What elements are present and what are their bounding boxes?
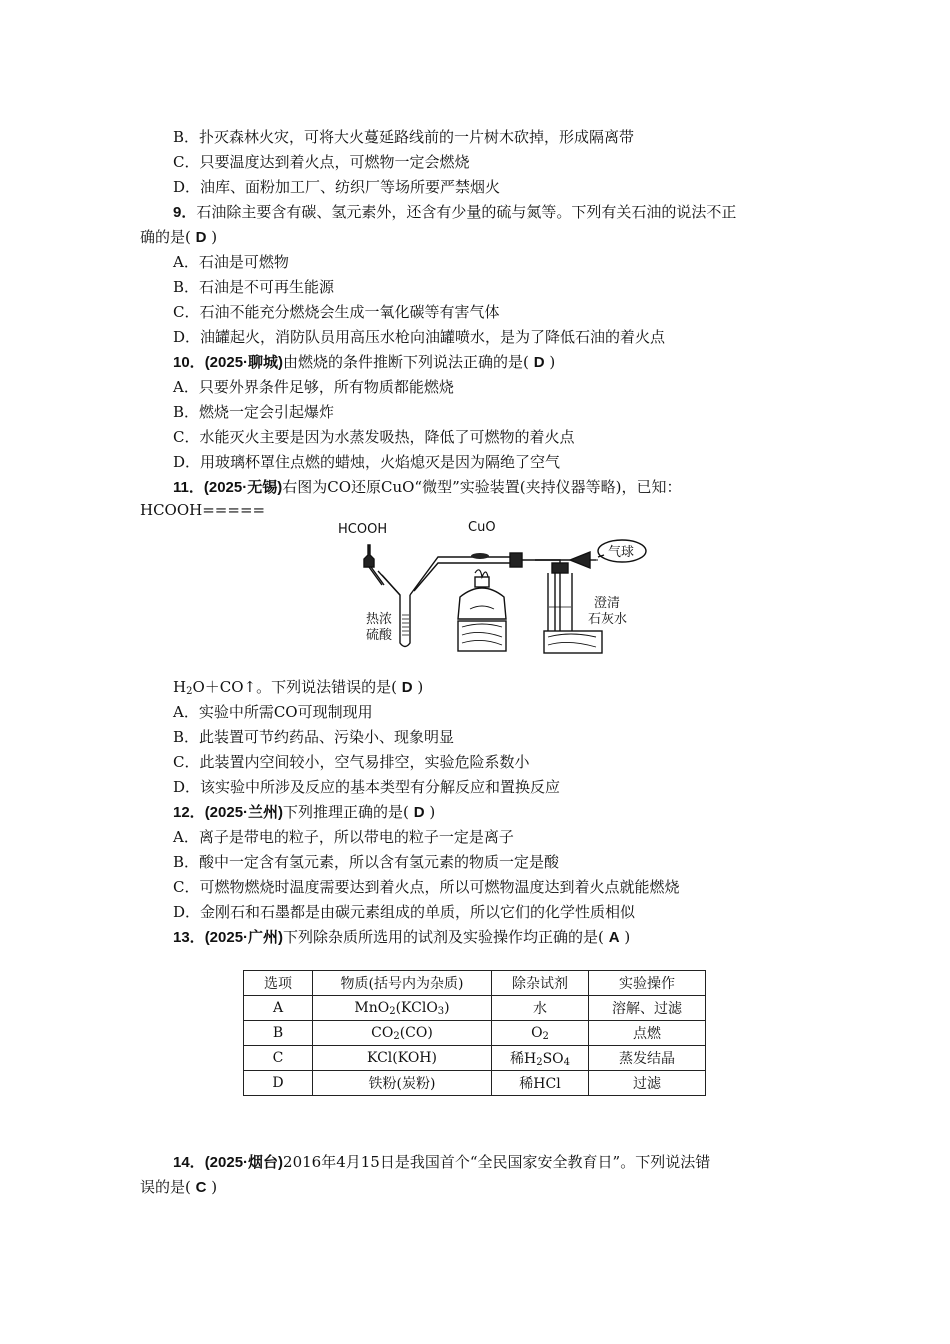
table-header-row	[244, 971, 706, 996]
formula-part: (CO)	[399, 1025, 433, 1041]
q14-stem-text: 2016年4月15日是我国首个“全民国家安全教育日”。下列说法错	[283, 1153, 711, 1171]
cell-option: A	[244, 996, 313, 1021]
formula-part: CO	[371, 1025, 394, 1041]
formula-sub: 2	[536, 1057, 543, 1068]
cell-operation: 溶解、过滤	[589, 996, 706, 1021]
q10-source: (2025·聊城)	[204, 354, 284, 371]
cell-option: C	[244, 1046, 313, 1071]
q11-answer: D	[401, 679, 413, 696]
q11-stem-cont	[173, 677, 423, 698]
q14-stem-text2: 误的是(	[140, 1178, 191, 1196]
q14-number: 14．	[173, 1154, 205, 1171]
q11-source: (2025·无锡)	[203, 479, 283, 496]
formula-sub: 2	[389, 1006, 396, 1017]
q11-option-c: C．此装置内空间较小，空气易排空，实验危险系数小	[173, 753, 530, 771]
q13-stem	[173, 927, 630, 948]
q10-paren: )	[549, 353, 556, 371]
cell-option: D	[244, 1071, 313, 1096]
q10-number: 10．	[173, 354, 205, 371]
alcohol-lamp	[458, 570, 506, 651]
cell-substance	[313, 996, 492, 1021]
q14-stem-cont	[140, 1177, 217, 1198]
q11-h-sub: 2	[186, 686, 193, 697]
q9-answer: D	[195, 229, 207, 246]
q11-option-a: A．实验中所需CO可现制现用	[173, 703, 373, 721]
formula-sub: 3	[437, 1006, 445, 1017]
q11-paren: )	[417, 678, 424, 696]
label-hcooh: HCOOH	[338, 522, 388, 537]
cell-reagent: 水	[492, 996, 589, 1021]
q13-answer: A	[608, 929, 620, 946]
header-option: 选项	[244, 971, 313, 996]
label-acid-1: 热浓	[366, 612, 393, 627]
table-row	[244, 996, 706, 1021]
formula-sub: 2	[542, 1031, 549, 1042]
q13-number: 13．	[173, 929, 205, 946]
q12-stem	[173, 802, 435, 823]
table-row	[244, 1071, 706, 1096]
label-acid-2: 硫酸	[366, 628, 393, 643]
q12-option-d: D．金刚石和石墨都是由碳元素组成的单质，所以它们的化学性质相似	[173, 903, 636, 921]
label-cuo: CuO	[468, 520, 496, 535]
cell-reagent	[492, 1021, 589, 1046]
cell-operation: 蒸发结晶	[589, 1046, 706, 1071]
q11-option-d: D．该实验中所涉及反应的基本类型有分解反应和置换反应	[173, 778, 561, 796]
q13-options-table	[243, 970, 706, 1096]
cell-substance	[313, 1021, 492, 1046]
q10-stem-text: 由燃烧的条件推断下列说法正确的是(	[283, 353, 529, 371]
formula-part: 稀H	[509, 1051, 537, 1067]
label-limewater-1: 澄清	[594, 596, 621, 611]
q11-apparatus-figure	[330, 515, 660, 658]
q12-option-c: C．可燃物燃烧时温度需要达到着火点，所以可燃物温度达到着火点就能燃烧	[173, 878, 680, 896]
q11-h: H	[173, 678, 187, 696]
header-operation: 实验操作	[589, 971, 706, 996]
cuo-powder	[471, 553, 489, 559]
q11-stem	[173, 477, 681, 498]
table-row	[244, 1046, 706, 1071]
q12-option-b: B．酸中一定含有氢元素，所以含有氢元素的物质一定是酸	[173, 853, 560, 871]
q10-option-a: A．只要外界条件足够，所有物质都能燃烧	[173, 378, 454, 396]
q11-number: 11．	[173, 479, 204, 496]
q10-option-d: D．用玻璃杯罩住点燃的蜡烛，火焰熄灭是因为隔绝了空气	[173, 453, 561, 471]
q14-answer: C	[195, 1179, 207, 1196]
cell-operation: 点燃	[589, 1021, 706, 1046]
q10-stem	[173, 352, 555, 373]
hcooh-dropper	[364, 545, 384, 585]
q12-source: (2025·兰州)	[204, 804, 284, 821]
q9-number: 9．	[173, 204, 197, 221]
q10-option-c: C．水能灭火主要是因为水蒸发吸热，降低了可燃物的着火点	[173, 428, 575, 446]
q9-option-d: D．油罐起火，消防队员用高压水枪向油罐喷水，是为了降低石油的着火点	[173, 328, 666, 346]
q9-option-c: C．石油不能充分燃烧会生成一氧化碳等有害气体	[173, 303, 500, 321]
q13-source: (2025·广州)	[204, 929, 284, 946]
limewater-tube	[535, 560, 602, 653]
q9-option-b: B．石油是不可再生能源	[173, 278, 335, 296]
q12-paren: )	[429, 803, 436, 821]
q12-number: 12．	[173, 804, 205, 821]
q13-stem-text: 下列除杂质所选用的试剂及实验操作均正确的是(	[283, 928, 604, 946]
q11-equation: HCOOH=====	[140, 501, 266, 519]
cell-reagent	[492, 1046, 589, 1071]
q14-source: (2025·烟台)	[204, 1154, 284, 1171]
q14-paren: )	[211, 1178, 218, 1196]
formula-part: MnO	[354, 1000, 390, 1016]
table-row	[244, 1021, 706, 1046]
cell-reagent: 稀HCl	[492, 1071, 589, 1096]
q11-option-b: B．此装置可节约药品、污染小、现象明显	[173, 728, 455, 746]
q13-paren: )	[624, 928, 631, 946]
q9-stem-line1: 石油除主要含有碳、氢元素外，还含有少量的硫与氮等。下列有关石油的说法不正	[196, 203, 737, 221]
q9-stem-cont	[140, 227, 217, 248]
q12-option-a: A．离子是带电的粒子，所以带电的粒子一定是离子	[173, 828, 514, 846]
q10-option-b: B．燃烧一定会引起爆炸	[173, 403, 335, 421]
q8-option-b: B．扑灭森林火灾，可将大火蔓延路线前的一片树木砍掉，形成隔离带	[173, 128, 635, 146]
formula-sub: 2	[393, 1031, 400, 1042]
q11-stem-text: 右图为CO还原CuO“微型”实验装置(夹持仪器等略)，已知：	[282, 478, 682, 496]
q12-answer: D	[413, 804, 425, 821]
header-reagent: 除杂试剂	[492, 971, 589, 996]
combustion-tube	[450, 552, 598, 568]
formula-part: SO	[542, 1051, 564, 1067]
q11-stem-text2: O＋CO↑。下列说法错误的是(	[192, 678, 397, 696]
q9-stem-text: 确的是(	[140, 228, 191, 246]
label-balloon: 气球	[608, 545, 635, 560]
q9-option-a: A．石油是可燃物	[173, 253, 289, 271]
cell-operation: 过滤	[589, 1071, 706, 1096]
q14-stem	[173, 1152, 710, 1173]
cell-substance: KCl(KOH)	[313, 1046, 492, 1071]
q9-paren: )	[211, 228, 218, 246]
cell-option: B	[244, 1021, 313, 1046]
formula-part: O	[531, 1025, 543, 1041]
formula-part: )	[444, 1000, 450, 1016]
header-substance: 物质(括号内为杂质)	[313, 971, 492, 996]
q8-option-d: D．油库、面粉加工厂、纺织厂等场所要严禁烟火	[173, 178, 501, 196]
formula-sub: 4	[563, 1057, 571, 1068]
q10-answer: D	[533, 354, 545, 371]
q9-stem	[173, 202, 736, 223]
q12-stem-text: 下列推理正确的是(	[283, 803, 409, 821]
formula-part: (KClO	[395, 1000, 438, 1016]
q8-option-c: C．只要温度达到着火点，可燃物一定会燃烧	[173, 153, 470, 171]
cell-substance: 铁粉(炭粉)	[313, 1071, 492, 1096]
label-limewater-2: 石灰水	[588, 612, 628, 627]
